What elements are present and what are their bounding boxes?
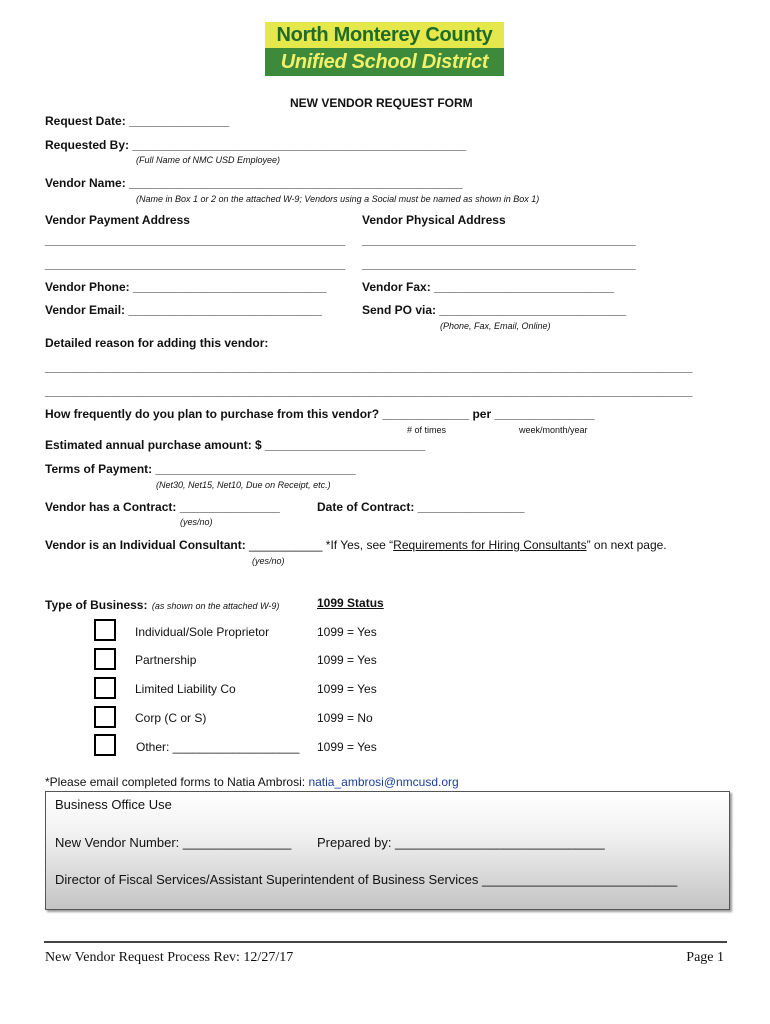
consultant-row <box>45 538 667 552</box>
checkbox-corp[interactable] <box>94 706 116 728</box>
consultant-tail: ” on next page. <box>586 538 667 552</box>
frequency-times-hint: # of times <box>407 425 447 435</box>
checkbox-individual[interactable] <box>94 619 116 641</box>
consultant-hint: (yes/no) <box>252 556 285 566</box>
prepared-by-field[interactable]: Prepared by: _____________________________ <box>317 835 605 850</box>
contract-hint: (yes/no) <box>180 517 213 527</box>
terms-hint: (Net30, Net15, Net10, Due on Receipt, etc.) <box>156 480 331 490</box>
business-type-status: 1099 = Yes <box>317 682 377 696</box>
logo-line1: North Monterey County <box>265 22 504 48</box>
logo-line2: Unified School District <box>265 48 504 76</box>
type-of-business-row <box>45 596 279 614</box>
business-type-label: Individual/Sole Proprietor <box>135 625 270 639</box>
checkbox-llc[interactable] <box>94 677 116 699</box>
footer-page-number: Page 1 <box>686 950 724 965</box>
new-vendor-number-field[interactable]: New Vendor Number: _______________ <box>55 835 292 850</box>
contract-date-field[interactable]: Date of Contract: ________________ <box>317 500 525 514</box>
type-of-business-hint: (as shown on the attached W-9) <box>151 601 280 611</box>
frequency-period-hint: week/month/year <box>519 425 588 435</box>
vendor-name-field[interactable]: Vendor Name: __________________________________________________ <box>45 176 463 190</box>
reason-line2[interactable]: _________________________________________________________________________________________________ <box>45 384 693 398</box>
footer-divider <box>44 941 727 943</box>
email-link[interactable]: natia_ambrosi@nmcusd.org <box>308 775 459 789</box>
district-logo <box>265 22 504 76</box>
payment-address-line1[interactable]: _____________________________________________ <box>45 233 346 247</box>
business-type-status: 1099 = Yes <box>317 740 377 754</box>
business-type-status: 1099 = Yes <box>317 653 377 667</box>
business-office-box <box>45 791 730 910</box>
physical-address-line2[interactable]: _________________________________________ <box>362 257 636 271</box>
business-type-label[interactable]: Other: ___________________ <box>136 740 300 754</box>
send-po-field[interactable]: Send PO via: ____________________________ <box>362 303 627 317</box>
checkbox-other[interactable] <box>94 734 116 756</box>
annual-amount-field[interactable]: Estimated annual purchase amount: $ ________________________ <box>45 438 426 452</box>
type-of-business-label: Type of Business: <box>45 598 148 612</box>
frequency-field[interactable]: How frequently do you plan to purchase from this vendor? _____________ per _______________ <box>45 407 595 421</box>
vendor-phone-field[interactable]: Vendor Phone: _____________________________ <box>45 280 327 294</box>
terms-field[interactable]: Terms of Payment: ______________________________ <box>45 462 356 476</box>
physical-address-line1[interactable]: _________________________________________ <box>362 233 636 247</box>
email-note-text: *Please email completed forms to Natia Ambrosi: <box>45 775 309 789</box>
payment-address-label: Vendor Payment Address <box>45 213 190 227</box>
director-field[interactable]: Director of Fiscal Services/Assistant Superintendent of Business Services ___________________________ <box>55 872 678 887</box>
business-type-label: Corp (C or S) <box>135 711 207 725</box>
vendor-email-field[interactable]: Vendor Email: _____________________________ <box>45 303 322 317</box>
vendor-name-hint: (Name in Box 1 or 2 on the attached W-9; Vendors using a Social must be named as shown in Box 1) <box>136 194 540 204</box>
consultant-label: Vendor is an Individual Consultant: <box>45 538 246 552</box>
consultant-requirements-link[interactable]: Requirements for Hiring Consultants <box>393 538 587 552</box>
checkbox-partnership[interactable] <box>94 648 116 670</box>
contract-field[interactable]: Vendor has a Contract: _______________ <box>45 500 280 514</box>
request-date-field[interactable]: Request Date: _______________ <box>45 114 230 128</box>
vendor-fax-field[interactable]: Vendor Fax: ___________________________ <box>362 280 615 294</box>
physical-address-label: Vendor Physical Address <box>362 213 506 227</box>
consultant-line[interactable]: ___________ *If Yes, see “ <box>245 538 394 552</box>
status-header: 1099 Status <box>317 596 384 610</box>
form-title: NEW VENDOR REQUEST FORM <box>290 96 473 110</box>
requested-by-hint: (Full Name of NMC USD Employee) <box>136 155 281 165</box>
detailed-reason-label: Detailed reason for adding this vendor: <box>45 336 269 350</box>
business-type-label: Partnership <box>135 653 197 667</box>
footer-revision: New Vendor Request Process Rev: 12/27/17 <box>45 950 294 965</box>
office-title: Business Office Use <box>55 797 172 812</box>
reason-line1[interactable]: _________________________________________________________________________________________________ <box>45 360 693 374</box>
business-type-status: 1099 = Yes <box>317 625 377 639</box>
requested-by-field[interactable]: Requested By: __________________________________________________ <box>45 138 467 152</box>
payment-address-line2[interactable]: _____________________________________________ <box>45 257 346 271</box>
business-type-label: Limited Liability Co <box>135 682 236 696</box>
email-note <box>45 775 459 789</box>
send-po-hint: (Phone, Fax, Email, Online) <box>440 321 551 331</box>
business-type-status: 1099 = No <box>317 711 373 725</box>
